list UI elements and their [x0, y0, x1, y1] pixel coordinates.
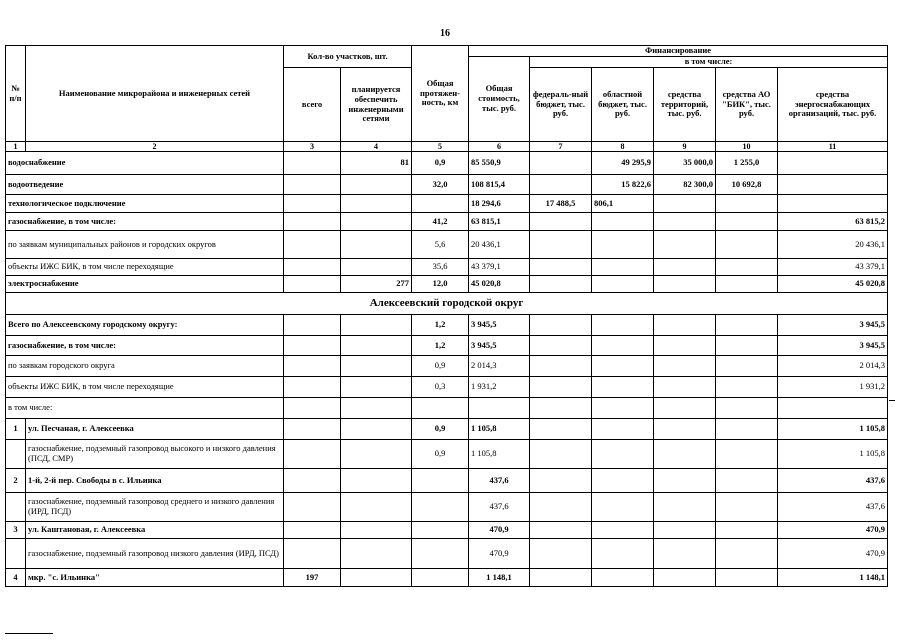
cell-cost: 1 931,2	[469, 377, 530, 398]
cell-regional: 49 295,9	[592, 152, 654, 175]
header-name: Наименование микрорайона и инженерных сетей	[26, 46, 284, 142]
cell-planned	[341, 231, 412, 259]
cell-planned	[341, 195, 412, 213]
row-num: 1	[6, 419, 26, 440]
cell-length	[412, 539, 469, 569]
table-row	[6, 259, 888, 276]
cell-bik	[716, 213, 778, 231]
cell-length: 12,0	[412, 276, 469, 293]
cell-length: 1,2	[412, 336, 469, 356]
row-num	[6, 539, 26, 569]
footer-line	[5, 633, 53, 634]
cell-federal	[530, 175, 592, 195]
col-num: 1	[6, 142, 26, 152]
row-name: технологическое подключение	[6, 195, 284, 213]
col-num: 11	[778, 142, 888, 152]
col-num: 2	[26, 142, 284, 152]
col-num: 3	[284, 142, 341, 152]
header-territories: средства территорий, тыс. руб.	[654, 68, 716, 142]
cell-bik	[716, 231, 778, 259]
cell-length	[412, 522, 469, 539]
row-name: газоснабжение, подземный газопровод низкого давления (ИРД, ПСД)	[26, 539, 284, 569]
table-row	[6, 356, 888, 377]
cell-regional	[592, 259, 654, 276]
table-row	[6, 522, 888, 539]
cell-length	[412, 195, 469, 213]
cell-energy: 45 020,8	[778, 276, 888, 293]
table-row	[6, 493, 888, 522]
row-name: 1-й, 2-й пер. Свободы в с. Ильинка	[26, 469, 284, 493]
header-bik: средства АО "БИК", тыс. руб.	[716, 68, 778, 142]
row-name: электроснабжение	[6, 276, 284, 293]
header-num: № п/п	[6, 46, 26, 142]
cell-energy: 1 931,2	[778, 377, 888, 398]
cell-length	[412, 493, 469, 522]
row-num	[6, 440, 26, 469]
cell-total	[284, 377, 341, 398]
financing-table	[5, 45, 888, 587]
row-name: водоснабжение	[6, 152, 284, 175]
cell-planned: 277	[341, 276, 412, 293]
cell-cost: 1 105,8	[469, 440, 530, 469]
cell-cost: 437,6	[469, 469, 530, 493]
cell-regional: 15 822,6	[592, 175, 654, 195]
cell-energy	[778, 175, 888, 195]
cell-federal	[530, 152, 592, 175]
section-row	[6, 293, 888, 315]
cell-total	[284, 231, 341, 259]
cell-regional	[592, 213, 654, 231]
cell-territories	[654, 276, 716, 293]
cell-length: 0,9	[412, 419, 469, 440]
row-name: газоснабжение, в том числе:	[6, 213, 284, 231]
col-num: 8	[592, 142, 654, 152]
cell-cost: 43 379,1	[469, 259, 530, 276]
cell-total	[284, 419, 341, 440]
row-name: мкр. "с. Ильинка"	[26, 569, 284, 587]
table-row	[6, 539, 888, 569]
cell-federal	[530, 231, 592, 259]
row-num: 4	[6, 569, 26, 587]
cell-cost: 1 148,1	[469, 569, 530, 587]
table-row	[6, 195, 888, 213]
cell-energy: 3 945,5	[778, 315, 888, 336]
row-name: ул. Песчаная, г. Алексеевка	[26, 419, 284, 440]
page-number: 16	[440, 28, 450, 39]
header-federal: федераль-ный бюджет, тыс. руб.	[530, 68, 592, 142]
table-row	[6, 231, 888, 259]
cell-cost: 3 945,5	[469, 336, 530, 356]
row-name: водоотведение	[6, 175, 284, 195]
cell-energy	[778, 398, 888, 419]
header-plots: Кол-во участков, шт.	[284, 46, 412, 68]
cell-cost: 20 436,1	[469, 231, 530, 259]
cell-cost: 3 945,5	[469, 315, 530, 336]
edge-tick	[889, 400, 895, 401]
table-row	[6, 569, 888, 587]
cell-cost: 437,6	[469, 493, 530, 522]
table-row	[6, 419, 888, 440]
cell-length: 5,6	[412, 231, 469, 259]
cell-regional	[592, 276, 654, 293]
cell-federal	[530, 276, 592, 293]
cell-bik	[716, 259, 778, 276]
cell-territories	[654, 259, 716, 276]
cell-cost: 470,9	[469, 522, 530, 539]
cell-planned	[341, 259, 412, 276]
cell-territories: 82 300,0	[654, 175, 716, 195]
cell-total	[284, 259, 341, 276]
row-num: 2	[6, 469, 26, 493]
header-plots-total: всего	[284, 68, 341, 142]
row-name: газоснабжение, в том числе:	[6, 336, 284, 356]
row-name: по заявкам муниципальных районов и городских округов	[6, 231, 284, 259]
cell-territories: 35 000,0	[654, 152, 716, 175]
row-name: по заявкам городского округа	[6, 356, 284, 377]
header-length: Общая протяжен-ность, км	[412, 46, 469, 142]
row-name: ул. Каштановая, г. Алексеевка	[26, 522, 284, 539]
cell-total	[284, 152, 341, 175]
cell-cost: 18 294,6	[469, 195, 530, 213]
column-number-row	[6, 142, 888, 152]
cell-total	[284, 440, 341, 469]
cell-total	[284, 195, 341, 213]
header-incl: в том числе:	[530, 57, 888, 68]
cell-length: 35,6	[412, 259, 469, 276]
cell-energy: 3 945,5	[778, 336, 888, 356]
cell-bik: 10 692,8	[716, 175, 778, 195]
table-row	[6, 398, 888, 419]
cell-energy: 43 379,1	[778, 259, 888, 276]
header-regional: областной бюджет, тыс. руб.	[592, 68, 654, 142]
cell-length	[412, 569, 469, 587]
cell-energy: 1 105,8	[778, 440, 888, 469]
cell-energy: 437,6	[778, 493, 888, 522]
cell-length: 41,2	[412, 213, 469, 231]
cell-regional	[592, 231, 654, 259]
row-name: газоснабжение, подземный газопровод высокого и низкого давления (ПСД, СМР)	[26, 440, 284, 469]
col-num: 10	[716, 142, 778, 152]
cell-bik	[716, 195, 778, 213]
cell-total	[284, 276, 341, 293]
cell-cost: 108 815,4	[469, 175, 530, 195]
cell-energy: 470,9	[778, 522, 888, 539]
row-num: 3	[6, 522, 26, 539]
cell-length	[412, 398, 469, 419]
col-num: 7	[530, 142, 592, 152]
cell-length: 0,9	[412, 440, 469, 469]
cell-length: 0,9	[412, 152, 469, 175]
cell-federal	[530, 213, 592, 231]
header-financing: Финансирование	[469, 46, 888, 57]
cell-planned: 81	[341, 152, 412, 175]
cell-federal	[530, 259, 592, 276]
cell-bik	[716, 276, 778, 293]
col-num: 4	[341, 142, 412, 152]
row-name: газоснабжение, подземный газопровод среднего и низкого давления (ИРД, ПСД)	[26, 493, 284, 522]
cell-total	[284, 493, 341, 522]
cell-length: 32,0	[412, 175, 469, 195]
row-num	[6, 493, 26, 522]
cell-length: 1,2	[412, 315, 469, 336]
table-row	[6, 469, 888, 493]
cell-length: 0,9	[412, 356, 469, 377]
cell-total	[284, 469, 341, 493]
table-row	[6, 315, 888, 336]
cell-cost: 63 815,1	[469, 213, 530, 231]
table-row	[6, 152, 888, 175]
cell-planned	[341, 213, 412, 231]
cell-cost: 2 014,3	[469, 356, 530, 377]
table-row	[6, 276, 888, 293]
cell-planned	[341, 175, 412, 195]
cell-energy: 437,6	[778, 469, 888, 493]
table-row	[6, 213, 888, 231]
cell-regional: 806,1	[592, 195, 654, 213]
table-row	[6, 336, 888, 356]
cell-total	[284, 539, 341, 569]
cell-energy	[778, 152, 888, 175]
cell-total: 197	[284, 569, 341, 587]
row-name: объекты ИЖС БИК, в том числе переходящие	[6, 259, 284, 276]
section-title: Алексеевский городской округ	[6, 293, 888, 315]
cell-total	[284, 175, 341, 195]
cell-cost: 45 020,8	[469, 276, 530, 293]
cell-total	[284, 398, 341, 419]
cell-cost: 470,9	[469, 539, 530, 569]
table-row	[6, 377, 888, 398]
col-num: 5	[412, 142, 469, 152]
cell-energy: 20 436,1	[778, 231, 888, 259]
table-row	[6, 175, 888, 195]
row-name: в том числе:	[6, 398, 284, 419]
cell-energy: 2 014,3	[778, 356, 888, 377]
cell-cost: 1 105,8	[469, 419, 530, 440]
cell-energy: 1 148,1	[778, 569, 888, 587]
cell-total	[284, 315, 341, 336]
cell-energy: 63 815,2	[778, 213, 888, 231]
cell-energy: 1 105,8	[778, 419, 888, 440]
cell-total	[284, 213, 341, 231]
col-num: 6	[469, 142, 530, 152]
cell-bik: 1 255,0	[716, 152, 778, 175]
row-name: объекты ИЖС БИК, в том числе переходящие	[6, 377, 284, 398]
cell-territories	[654, 231, 716, 259]
cell-cost: 85 550,9	[469, 152, 530, 175]
header-energy: средства энергоснабжающих организаций, тыс. руб.	[778, 68, 888, 142]
cell-territories	[654, 213, 716, 231]
cell-cost	[469, 398, 530, 419]
table-row	[6, 440, 888, 469]
cell-territories	[654, 195, 716, 213]
cell-total	[284, 356, 341, 377]
cell-energy	[778, 195, 888, 213]
cell-energy: 470,9	[778, 539, 888, 569]
cell-length	[412, 469, 469, 493]
cell-federal: 17 488,5	[530, 195, 592, 213]
header-total-cost: Общая стоимость, тыс. руб.	[469, 57, 530, 142]
cell-total	[284, 336, 341, 356]
cell-length: 0,3	[412, 377, 469, 398]
row-name: Всего по Алексеевскому городскому округу:	[6, 315, 284, 336]
col-num: 9	[654, 142, 716, 152]
cell-total	[284, 522, 341, 539]
header-plots-planned: планируется обеспечить инженерными сетями	[341, 68, 412, 142]
